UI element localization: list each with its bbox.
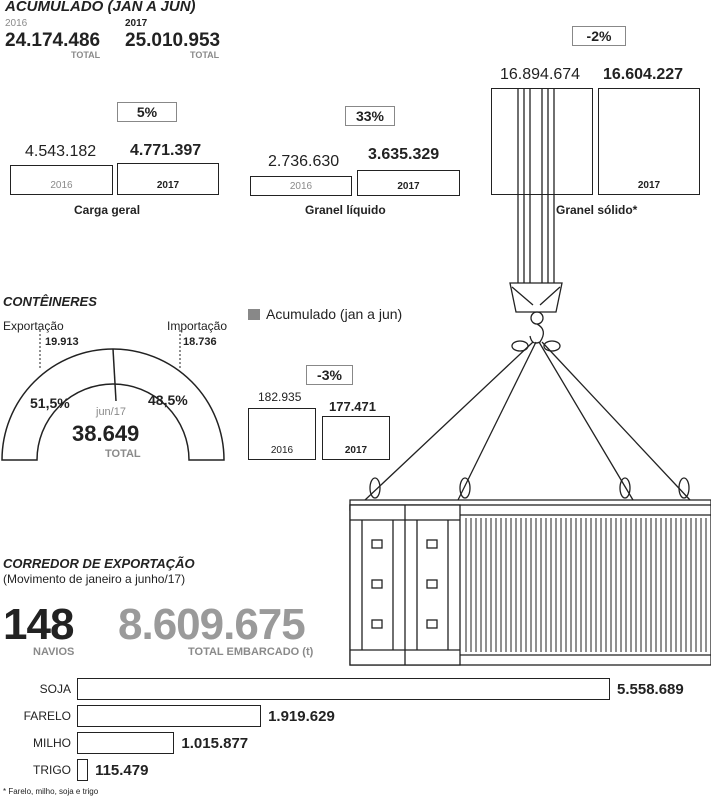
ships-label: NAVIOS (33, 646, 75, 658)
corridor-subtitle: (Movimento de janeiro a junho/17) (3, 572, 186, 586)
export-value: 19.913 (45, 336, 79, 348)
bar-value-soja: 5.558.689 (617, 681, 684, 698)
container-2017-box (322, 416, 390, 460)
container-2016-year: 2016 (270, 445, 294, 456)
bar-value-trigo: 115.479 (95, 762, 149, 779)
containers-title: CONTÊINERES (3, 294, 97, 309)
bar-label-farelo: FARELO (23, 709, 71, 723)
bar-farelo (77, 705, 261, 727)
import-label: Importação (167, 319, 228, 333)
granel-liquido-change: 33% (345, 106, 395, 126)
shipped-value: 8.609.675 (118, 600, 305, 649)
container-period: jun/17 (96, 406, 126, 418)
carga-geral-2017-value: 4.771.397 (130, 142, 202, 159)
container-2017-value: 177.471 (329, 399, 376, 414)
bar-trigo (77, 759, 88, 781)
corridor-title: CORREDOR DE EXPORTAÇÃO (3, 556, 195, 571)
carga-geral-2016-value: 4.543.182 (25, 143, 97, 160)
container-total-value: 38.649 (72, 421, 140, 446)
footnote: * Farelo, milho, soja e trigo (3, 787, 99, 796)
carga-geral-2017-year: 2017 (156, 180, 180, 191)
container-2017-year: 2017 (344, 445, 368, 456)
granel-solido-2016-value: 16.894.674 (500, 66, 581, 83)
granel-solido-2017-year: 2017 (637, 180, 661, 191)
granel-liquido-2017-value: 3.635.329 (368, 146, 440, 163)
bar-soja (77, 678, 610, 700)
header-title: ACUMULADO (JAN A JUN) (5, 0, 196, 15)
carga-geral-2016-year: 2016 (50, 180, 73, 191)
granel-liquido-2017-year: 2017 (397, 181, 420, 192)
granel-solido-label: Granel sólido* (556, 203, 638, 217)
ships-value: 148 (3, 600, 74, 649)
bar-value-milho: 1.015.877 (181, 735, 249, 752)
export-label: Exportação (3, 319, 64, 333)
export-percent: 51,5% (30, 395, 70, 411)
granel-liquido-label: Granel líquido (305, 203, 386, 217)
bar-label-soja: SOJA (39, 682, 71, 696)
legend-marker (248, 309, 260, 320)
bar-value-farelo: 1.919.629 (268, 708, 335, 725)
total-2016-value: 24.174.486 (5, 30, 101, 51)
granel-liquido-2016-value: 2.736.630 (268, 153, 340, 170)
legend-label: Acumulado (jan a jun) (266, 306, 403, 322)
granel-solido-change: -2% (572, 26, 626, 46)
total-2016-label: TOTAL (71, 50, 101, 60)
bar-label-milho: MILHO (32, 736, 71, 750)
bar-milho (77, 732, 174, 754)
carga-geral-label: Carga geral (74, 203, 141, 217)
granel-liquido-2016-year: 2016 (289, 181, 313, 192)
bar-label-trigo: TRIGO (33, 763, 71, 777)
container-change: -3% (306, 365, 353, 385)
granel-solido-2017-value: 16.604.227 (603, 66, 684, 83)
container-2016-value: 182.935 (258, 390, 302, 404)
import-percent: 48,5% (148, 392, 188, 408)
container-total-label: TOTAL (105, 448, 141, 460)
year-2017-label: 2017 (125, 18, 148, 29)
shipped-label: TOTAL EMBARCADO (t) (188, 646, 314, 658)
container-2016-box (248, 408, 316, 460)
total-2017-value: 25.010.953 (125, 30, 221, 51)
import-value: 18.736 (183, 336, 217, 348)
total-2017-label: TOTAL (190, 50, 220, 60)
carga-geral-change: 5% (117, 102, 177, 122)
year-2016-label: 2016 (5, 18, 28, 29)
